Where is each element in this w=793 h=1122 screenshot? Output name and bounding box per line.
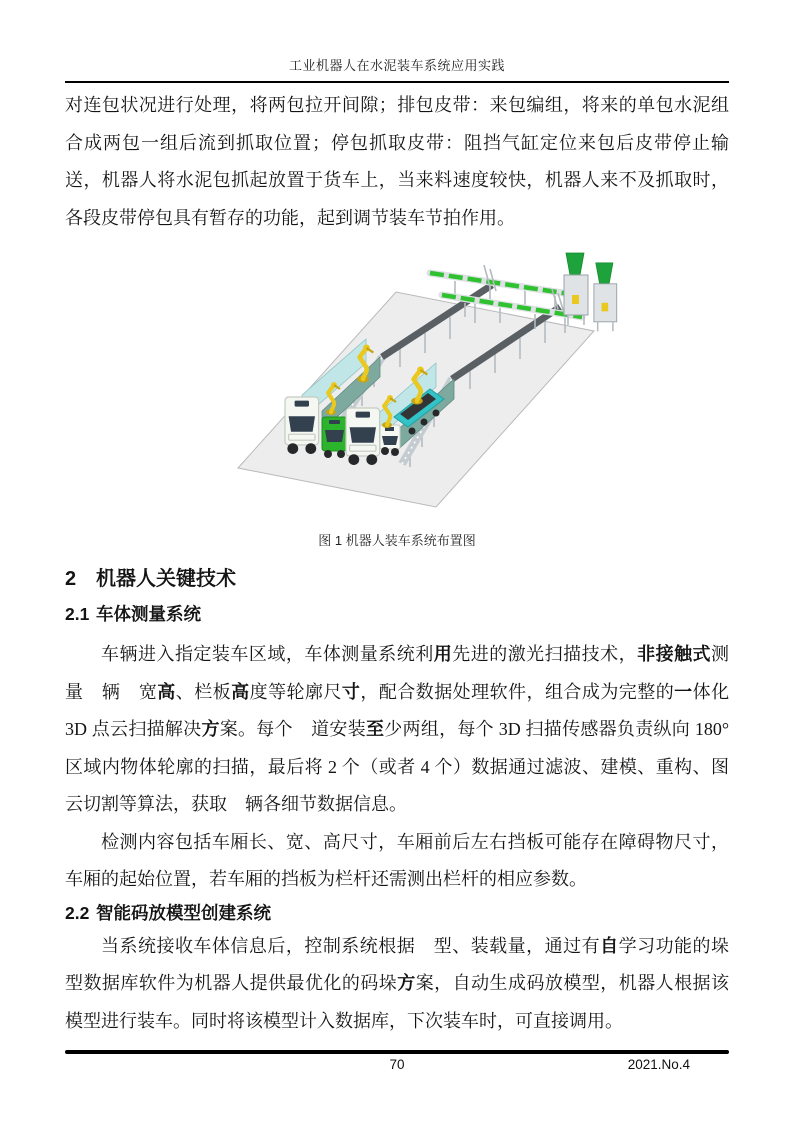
- paragraph-2-2-a: 当系统接收车体信息后，控制系统根据 型、装载量，通过有自学习功能的垛型数据库软件为机器人提供最优化的码垛方案，自动生成码放模型，机器人根据该模型进行装车。同时将该模型计入数据库，下次装车时，可直接调用。: [65, 935, 730, 1031]
- subsection-heading-2-1: [65, 602, 729, 626]
- subsection-heading-2-2: [65, 901, 729, 925]
- packing-machines: [564, 253, 617, 331]
- intro-paragraph: 对连包状况进行处理，将两包拉开间隙；排包皮带：来包编组，将来的单包水泥组合成两包一组后流到抓取位置；停包抓取皮带：阻挡气缸定位来包后皮带停止输送，机器人将水泥包抓起放置于货车上，当来料速度较快，机器人来不及抓取时，各段皮带停包具有暂存的功能，起到调节装车节拍作用。: [65, 95, 729, 228]
- running-head-title: 工业机器人在水泥装车系统应用实践: [65, 0, 729, 83]
- section-heading-2: [65, 566, 729, 592]
- truck-white-1: [285, 397, 319, 454]
- subsection-title: 车体测量系统: [96, 604, 201, 624]
- subsection-number: 2.1: [65, 604, 90, 624]
- subsection-number: 2.2: [65, 902, 90, 923]
- paragraph-2-1-a: 车辆进入指定装车区域，车体测量系统利用先进的激光扫描技术，非接触式测量 辆 宽高、栏板高度等轮廓尺寸，配合数据处理软件，组合成为完整的一体化 3D 点云扫描解决方案。每个 道安装至少两组，每个 3D 扫描传感器负责纵向 180° 区域内物体轮廓的扫描，最后将 2 个（或者 4 个）数据通过滤波、建模、重构、图云切割等算法，获取 辆各细节数据信息。: [65, 644, 730, 814]
- issue-label: 2021.No.4: [627, 1057, 690, 1072]
- page-footer: [65, 1050, 729, 1073]
- truck-white-2: [346, 408, 380, 465]
- figure-caption: 图 1 机器人装车系统布置图: [318, 533, 476, 548]
- subsection-title: 智能码放模型创建系统: [96, 902, 271, 923]
- paragraph-2-1-b: 检测内容包括车厢长、宽、高尺寸，车厢前后左右挡板可能存在障碍物尺寸，车厢的起始位置，若车厢的挡板为栏杆还需测出栏杆的相应参数。: [65, 831, 729, 889]
- section-number: 2: [65, 568, 77, 590]
- footer-rule: [65, 1050, 729, 1054]
- section-title: 机器人关键技术: [96, 568, 236, 590]
- figure-1: [229, 249, 651, 524]
- page-number: 70: [389, 1057, 405, 1072]
- figure-illustration: [229, 249, 651, 524]
